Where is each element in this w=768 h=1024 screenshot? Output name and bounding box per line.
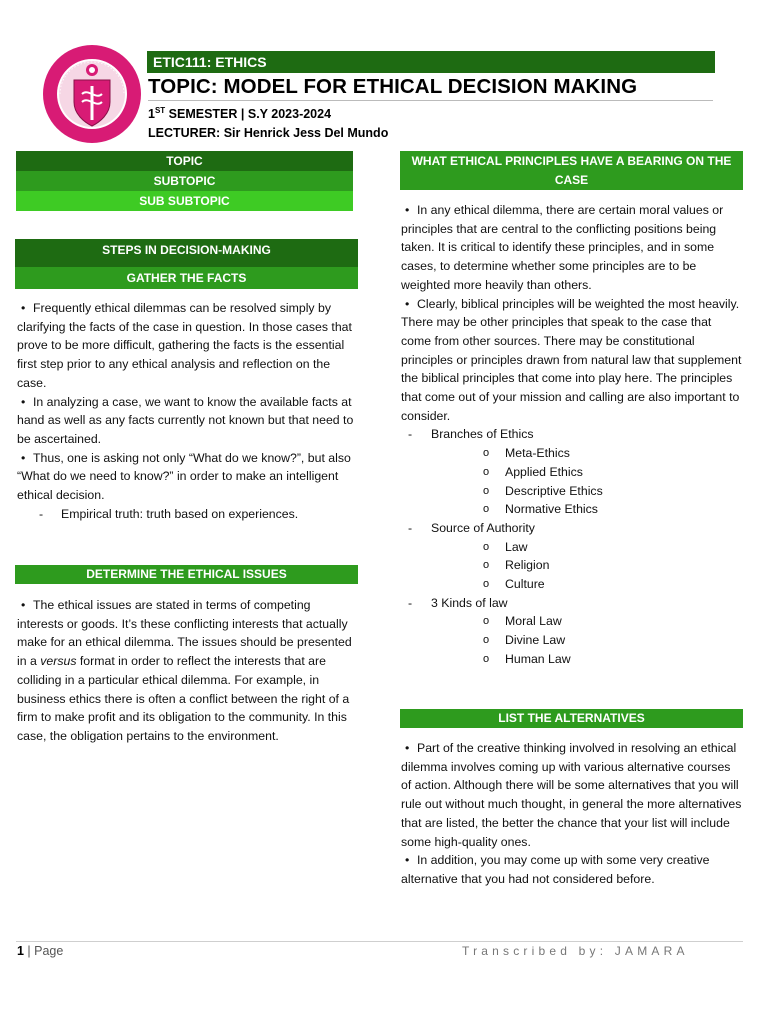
lecturer-line: LECTURER: Sir Henrick Jess Del Mundo xyxy=(148,126,389,140)
list-item: • In any ethical dilemma, there are certain moral values or principles that are central to the conflicting positions being taken. It is critical to identify these principles, and in some cases, to determine whether some principles are to be weighted more heavily than others. xyxy=(401,201,744,295)
list-item: • Clearly, biblical principles will be weighted the most heavily. There may be other principles that speak to the case that come from other sources. There may be constitutional principles or principles drawn from natural law that supplement the biblical principles that come into play here. The principles that come out of your mission and calling are also important to consider. xyxy=(401,295,744,426)
legend-topic: TOPIC xyxy=(16,151,353,171)
outline-subitem: o Descriptive Ethics xyxy=(431,482,744,501)
semester-line: 1ST SEMESTER | S.Y 2023-2024 xyxy=(148,106,332,122)
outline-subitem: o Normative Ethics xyxy=(431,500,744,519)
list-item: • Frequently ethical dilemmas can be resolved simply by clarifying the facts of the case in question. In those cases that prove to be more difficult, gathering the facts is the essential first step prior to any ethical analysis and reflection on the case. xyxy=(17,299,357,393)
principles-outline xyxy=(401,425,744,668)
gather-facts-body xyxy=(17,299,357,523)
list-item: • In analyzing a case, we want to know the available facts at hand as well as any facts currently not known but that need to be ascertained. xyxy=(17,393,357,449)
list-item: - Empirical truth: truth based on experiences. xyxy=(17,505,357,524)
list-item: • The ethical issues are stated in terms of competing interests or goods. It’s these conflicting interests that actually make for an ethical dilemma. The issues should be presented in a versus format in order to reflect the interests that are colliding in a particular ethical dilemma. For example, in business ethics there is often a conflict between the right of a firm to make profit and its obligation to the community. In this case, the obligation pertains to the environment. xyxy=(17,596,357,746)
outline-subitem: o Moral Law xyxy=(431,612,744,631)
outline-subitem: o Culture xyxy=(431,575,744,594)
list-item: • Part of the creative thinking involved in resolving an ethical dilemma involves coming up with various alternative courses of action. Although there will be some alternatives that you will rule out without much thought, in general the more alternatives that are listed, the better the chance that your list will include some high-quality ones. xyxy=(401,739,744,851)
outline-subitem: o Applied Ethics xyxy=(431,463,744,482)
university-logo xyxy=(42,44,142,144)
legend-subsubtopic: SUB SUBTOPIC xyxy=(16,191,353,211)
outline-subitem: o Meta-Ethics xyxy=(431,444,744,463)
legend-subtopic: SUBTOPIC xyxy=(16,171,353,191)
steps-heading: STEPS IN DECISION-MAKING xyxy=(15,239,358,267)
page-title: TOPIC: MODEL FOR ETHICAL DECISION MAKING xyxy=(148,75,638,98)
outline-item: - Branches of Ethics o Meta-Ethics o Applied Ethics o Descriptive Ethics o Normative Ethics xyxy=(401,425,744,519)
alternatives-heading: LIST THE ALTERNATIVES xyxy=(400,709,743,728)
outline-subitem: o Divine Law xyxy=(431,631,744,650)
list-item: • In addition, you may come up with some very creative alternative that you had not considered before. xyxy=(401,851,744,888)
outline-subitem: o Law xyxy=(431,538,744,557)
footer-divider xyxy=(16,941,743,942)
outline-item: - 3 Kinds of law o Moral Law o Divine Law o Human Law xyxy=(401,594,744,669)
principles-heading: WHAT ETHICAL PRINCIPLES HAVE A BEARING ON THE CASE xyxy=(400,151,743,190)
gather-facts-heading: GATHER THE FACTS xyxy=(15,267,358,289)
outline-subitem: o Human Law xyxy=(431,650,744,669)
principles-body xyxy=(401,201,744,669)
title-divider xyxy=(148,100,713,101)
list-item: • Thus, one is asking not only “What do we know?”, but also “What do we need to know?” in order to make an intelligent ethical decision. xyxy=(17,449,357,505)
transcriber-credit: Transcribed by: JAMARA xyxy=(462,944,689,958)
alternatives-body xyxy=(401,739,744,889)
ethical-issues-body xyxy=(17,596,357,746)
course-code-bar: ETIC111: ETHICS xyxy=(147,51,715,73)
ethical-issues-heading: DETERMINE THE ETHICAL ISSUES xyxy=(15,565,358,584)
outline-subitem: o Religion xyxy=(431,556,744,575)
outline-item: - Source of Authority o Law o Religion o Culture xyxy=(401,519,744,594)
page-number: 1 | Page xyxy=(17,944,64,958)
